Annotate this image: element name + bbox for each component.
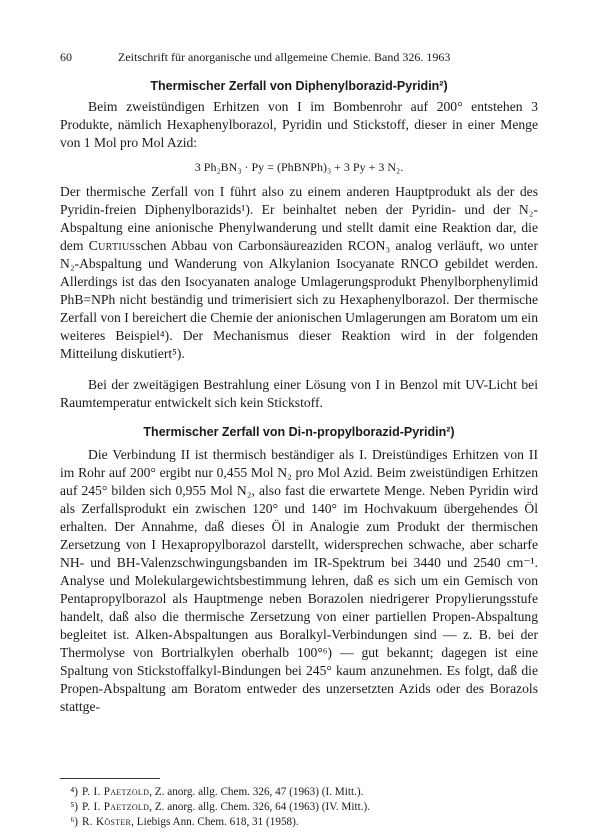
footnote-mark: ⁴): [70, 786, 78, 798]
reaction-equation: 3 Ph₂BN₃ · Py = (PhBNPh)₃ + 3 Py + 3 N₂.: [194, 160, 404, 174]
paragraph-discussion-part2: schen Abbau von Carbonsäureaziden RCON₃ analog verläuft, wo unter N₂-Abspaltung und Wanderung von Alkylanion Isocyanate RNCO gebildet werden. Allerdings ist das den Isocyanaten analoge Umlagerungsprodukt Phenylborphenylimid PhB=NPh nicht beständig und trimerisiert sich zu Hexaphenylborazol. Der thermische Zerfall von I bereichert die Chemie der anionischen Umlagerungen am Boratom um ein weiteres Beispiel⁴). Der Mechanismus dieser Reaktion wird in der folgenden Mitteilung diskutiert⁵).: [60, 238, 538, 361]
footnote-citation: , Liebigs Ann. Chem. 618, 31 (1958).: [131, 816, 299, 828]
footnote: [60, 785, 538, 800]
footnote-author: R. Köster: [82, 816, 132, 828]
paragraph-dipropyl: Die Verbindung II ist thermisch beständiger als I. Dreistündiges Erhitzen von II im Rohr auf 200° ergibt nur 0,455 Mol N₂ pro Mol Azid. Beim zweistündigen Erhitzen auf 245° bilden sich 0,955 Mol N₂, also fast die erwartete Menge. Neben Pyridin wird als Zerfallsprodukt ein zwischen 120° und 140° im Hochvakuum übergehendes Öl erhalten. Der Annahme, daß dieses Öl in Analogie zum Produkt der thermischen Zersetzung von I Hexapropylborazol darstellt, widersprechen schwache, aber scharfe NH- und BH-Valenzschwingungsbanden im IR-Spektrum bei 3440 und 2540 cm⁻¹. Analyse und Molekulargewichtsbestimmung lehren, daß es sich um ein Gemisch von Pentapropylborazol als Hauptmenge neben Borazolen niedrigerer Propylierungsstufe handelt, daß also die thermische Zersetzung von einer partiellen Propen-Abspaltung begleitet ist. Alken-Abspaltungen aus Boralkyl-Verbindungen sind — z. B. bei der Thermolyse von Bortrialkylen oberhalb 100°⁶) — gut bekannt; dagegen ist eine Spaltung von Stickstoffalkyl-Bindungen bei 245° kaum anzunehmen. Es folgt, daß die Propen-Abspaltung am Boratom entweder des unzersetzten Azids oder des Borazols stattge-: [60, 447, 538, 714]
footnote-mark: ⁵): [70, 801, 78, 813]
footnote: [60, 815, 538, 830]
paragraph-uv-irradiation: Bei der zweitägigen Bestrahlung einer Lösung von I in Benzol mit UV-Licht bei Raumtemperatur entwickelt sich kein Stickstoff.: [60, 377, 538, 410]
footnote-citation: , Z. anorg. allg. Chem. 326, 47 (1963) (I. Mitt.).: [149, 786, 364, 798]
paragraph-discussion: [60, 183, 538, 363]
footnote-rule: [60, 778, 160, 779]
footnote: [60, 800, 538, 815]
footnote-citation: , Z. anorg. allg. Chem. 326, 64 (1963) (IV. Mitt.).: [149, 801, 371, 813]
section-heading-dipropylborazid: Thermischer Zerfall von Di-n-propylborazid-Pyridin²): [143, 425, 455, 439]
curtius-name: Curtius: [88, 238, 136, 253]
footnote-author: P. I. Paetzold: [82, 786, 150, 798]
paragraph-intro: Beim zweistündigen Erhitzen von I im Bombenrohr auf 200° entstehen 3 Produkte, nämlich Hexaphenylborazol, Pyridin und Stickstoff, dieser in einer Menge von 1 Mol pro Mol Azid:: [60, 99, 538, 150]
journal-title: Zeitschrift für anorganische und allgemeine Chemie. Band 326. 1963: [118, 50, 451, 64]
footnote-mark: ⁶): [70, 816, 78, 828]
page-number: 60: [60, 50, 72, 64]
section-heading-diphenylborazid: Thermischer Zerfall von Diphenylborazid-Pyridin²): [150, 79, 448, 93]
paragraph-discussion-part1: Der thermische Zerfall von I führt also zu einem anderen Hauptprodukt als der des Pyridin-freien Diphenylborazids¹). Er beinhaltet neben der Pyridin- und der N₂-Abspaltung eine anionische Phenylwanderung und stellt damit eine Reaktion dar, die dem: [60, 184, 538, 253]
footnote-author: P. I. Paetzold: [82, 801, 150, 813]
running-header: [60, 50, 538, 65]
